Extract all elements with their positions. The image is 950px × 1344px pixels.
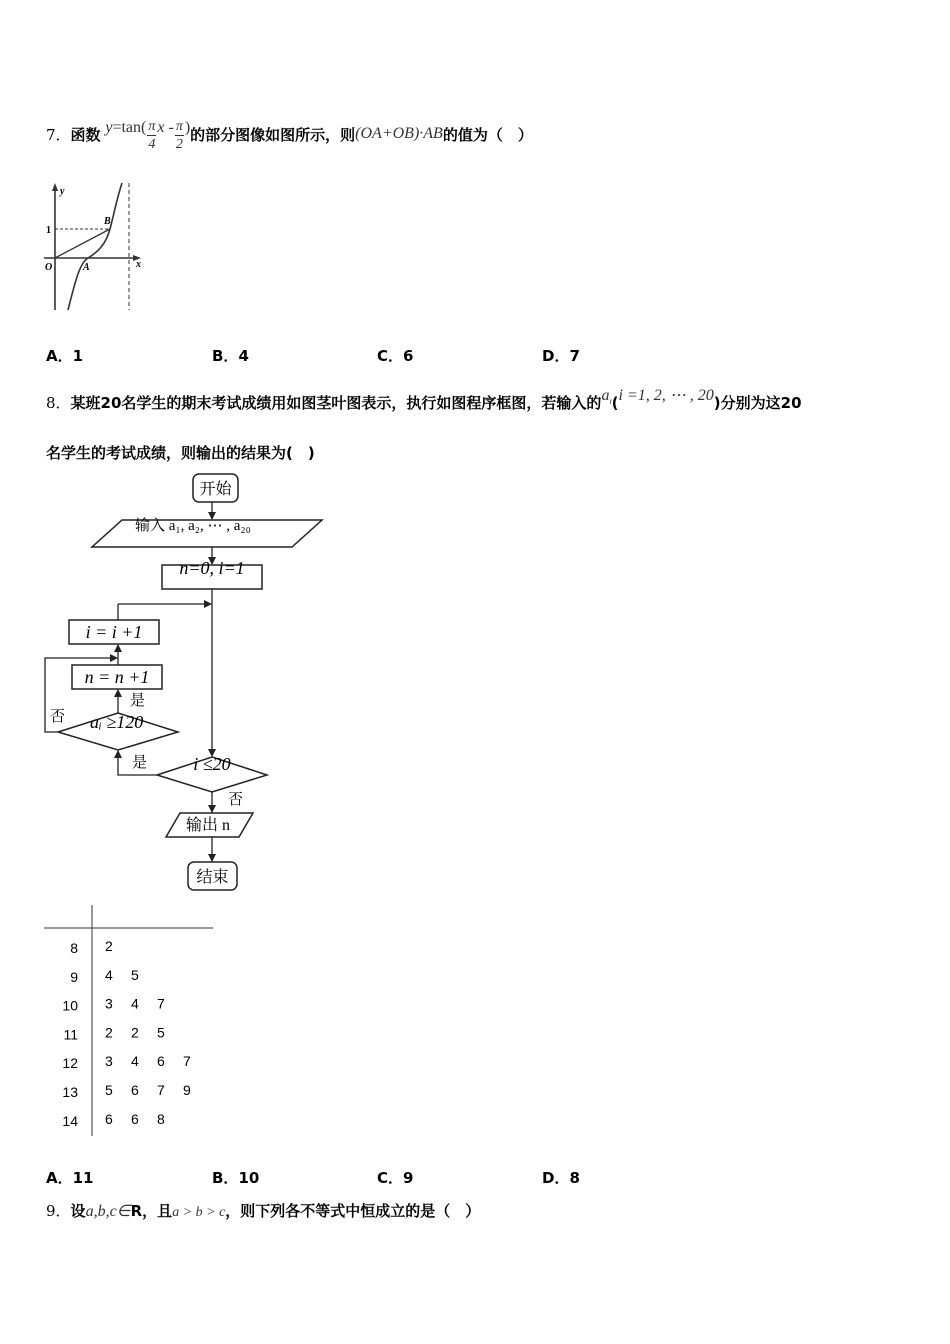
- flow-start-text: 开始: [199, 481, 232, 498]
- q7-frac2-den: 2: [175, 137, 183, 152]
- question-8-line2: [46, 442, 315, 463]
- flow-inc-n-text: n = n +1: [84, 667, 150, 687]
- stem-value: 11: [63, 1026, 78, 1043]
- label-x: x: [136, 259, 141, 270]
- flow-init-text: n=0, i=1: [179, 558, 245, 578]
- q8-line2: 名学生的考试成绩，则输出的结果为( ): [46, 444, 315, 462]
- label-b: B: [104, 216, 111, 227]
- q8-number: 8．: [46, 394, 71, 412]
- stem-leaf-rows: [62, 938, 191, 1129]
- q8-paren-open: (: [611, 394, 619, 412]
- q8-ai: [601, 387, 612, 407]
- segment-ob: [55, 229, 110, 258]
- leaf-value: 7: [183, 1053, 191, 1070]
- q7-suffix: 的值为（ ）: [442, 126, 533, 144]
- leaf-value: 9: [183, 1082, 191, 1098]
- q8-ai-letter: a: [601, 387, 610, 404]
- leaf-value: 2: [105, 938, 113, 954]
- q9-number: 9．: [46, 1202, 71, 1220]
- leaf-value: 4: [131, 995, 139, 1012]
- leaf-value: 5: [105, 1082, 113, 1098]
- question-9: [46, 1200, 480, 1221]
- stem-value: 12: [62, 1055, 78, 1072]
- option-value: 11: [72, 1169, 94, 1187]
- q7-frac1-den: 4: [148, 137, 156, 152]
- leaf-value: 5: [131, 966, 139, 983]
- leaf-value: 6: [105, 1110, 113, 1127]
- flow-cond2-text: i ≤20: [193, 754, 231, 774]
- flow-no2: 否: [228, 792, 244, 808]
- q8-option-d: [542, 1167, 580, 1188]
- option-value: 4: [238, 347, 249, 365]
- leaf-value: 2: [131, 1024, 139, 1041]
- q7-func-eq: =tan(: [112, 119, 147, 136]
- leaf-value: 3: [105, 995, 113, 1012]
- stem-value: 13: [62, 1084, 78, 1100]
- q7-func-x: x -: [157, 119, 174, 136]
- q7-middle: 的部分图像如图所示，则: [190, 126, 356, 144]
- y-axis-arrow: [52, 183, 58, 191]
- option-value: 8: [569, 1169, 580, 1187]
- q9-prefix: 设: [70, 1202, 86, 1220]
- leaf-value: 7: [157, 1082, 165, 1098]
- q8-flowchart: [40, 470, 340, 895]
- label-y: y: [60, 186, 65, 197]
- q7-frac2: [175, 120, 184, 152]
- option-value: 7: [569, 347, 580, 365]
- flow-input-text: 输入 a₁, a₂, ⋯ , a₂₀: [135, 518, 251, 534]
- q7-tan-graph: [40, 178, 155, 313]
- q7-option-a: [46, 345, 83, 366]
- q7-prefix: 函数: [70, 126, 101, 144]
- option-letter: D．: [542, 347, 570, 365]
- stem-value: 9: [70, 968, 78, 985]
- option-letter: C．: [377, 1169, 404, 1187]
- question-7: [46, 120, 533, 152]
- option-letter: C．: [377, 347, 404, 365]
- leaf-value: 5: [157, 1024, 165, 1041]
- q8-line1-b: )分别为这20: [713, 394, 802, 412]
- label-one: 1: [46, 225, 51, 236]
- stem-value: 14: [62, 1112, 78, 1129]
- flow-yes2: 是: [132, 755, 148, 771]
- question-8-line1: [46, 387, 802, 414]
- option-letter: D．: [542, 1169, 570, 1187]
- option-value: 6: [403, 347, 414, 365]
- flow-output-text: 输出 n: [186, 817, 231, 834]
- flow-inc-i-text: i = i +1: [85, 622, 143, 642]
- leaf-value: 4: [105, 966, 113, 983]
- option-value: 9: [403, 1169, 414, 1187]
- option-letter: A．: [46, 347, 73, 365]
- q7-option-b: [212, 345, 249, 366]
- q7-vector-expr: (OA+OB)·AB: [355, 125, 443, 142]
- q7-func-y: y: [105, 119, 113, 136]
- q8-line1-a: 某班20名学生的期末考试成绩用如图茎叶图表示，执行如图程序框图，若输入的: [70, 394, 602, 412]
- flow-cond1-text: aᵢ ≥120: [90, 712, 144, 732]
- label-o: O: [45, 262, 53, 273]
- leaf-value: 4: [131, 1053, 139, 1070]
- q8-i-range: i =1, 2, ⋯ , 20: [618, 387, 714, 404]
- flow-no1: 否: [50, 709, 66, 725]
- q9-mid: ，且: [142, 1202, 173, 1220]
- leaf-value: 6: [131, 1110, 139, 1127]
- q9-suffix: ，则下列各不等式中恒成立的是（ ）: [225, 1202, 481, 1220]
- q7-frac1-num: π: [148, 119, 156, 134]
- q7-number: 7．: [46, 126, 71, 144]
- option-value: 10: [238, 1169, 260, 1187]
- option-letter: B．: [212, 1169, 239, 1187]
- q7-option-d: [542, 345, 580, 366]
- q9-set-r: R: [130, 1202, 143, 1220]
- q8-option-b: [212, 1167, 259, 1188]
- q9-ineq: a > b > c: [172, 1205, 226, 1220]
- q9-vars: a,b,c∈: [85, 1203, 131, 1220]
- flow-yes1: 是: [130, 693, 146, 709]
- q8-ai-sub: i: [609, 397, 612, 407]
- leaf-value: 8: [157, 1110, 165, 1127]
- option-letter: B．: [212, 347, 239, 365]
- leaf-value: 6: [131, 1082, 139, 1098]
- q7-frac2-num: π: [175, 119, 183, 134]
- leaf-value: 3: [105, 1053, 113, 1070]
- label-a: A: [83, 262, 90, 273]
- leaf-value: 2: [105, 1024, 113, 1041]
- q7-frac1: [147, 120, 156, 152]
- leaf-value: 7: [157, 995, 165, 1012]
- q8-option-c: [377, 1167, 413, 1188]
- option-letter: A．: [46, 1169, 73, 1187]
- q8-option-a: [46, 1167, 93, 1188]
- q7-option-c: [377, 345, 413, 366]
- option-value: 1: [72, 347, 84, 365]
- stem-value: 10: [62, 997, 78, 1014]
- q7-func-close: ): [184, 119, 191, 136]
- leaf-value: 6: [157, 1053, 165, 1070]
- q8-stem-leaf-plot: [44, 903, 219, 1141]
- flow-end-text: 结束: [196, 869, 229, 886]
- stem-value: 8: [70, 940, 78, 956]
